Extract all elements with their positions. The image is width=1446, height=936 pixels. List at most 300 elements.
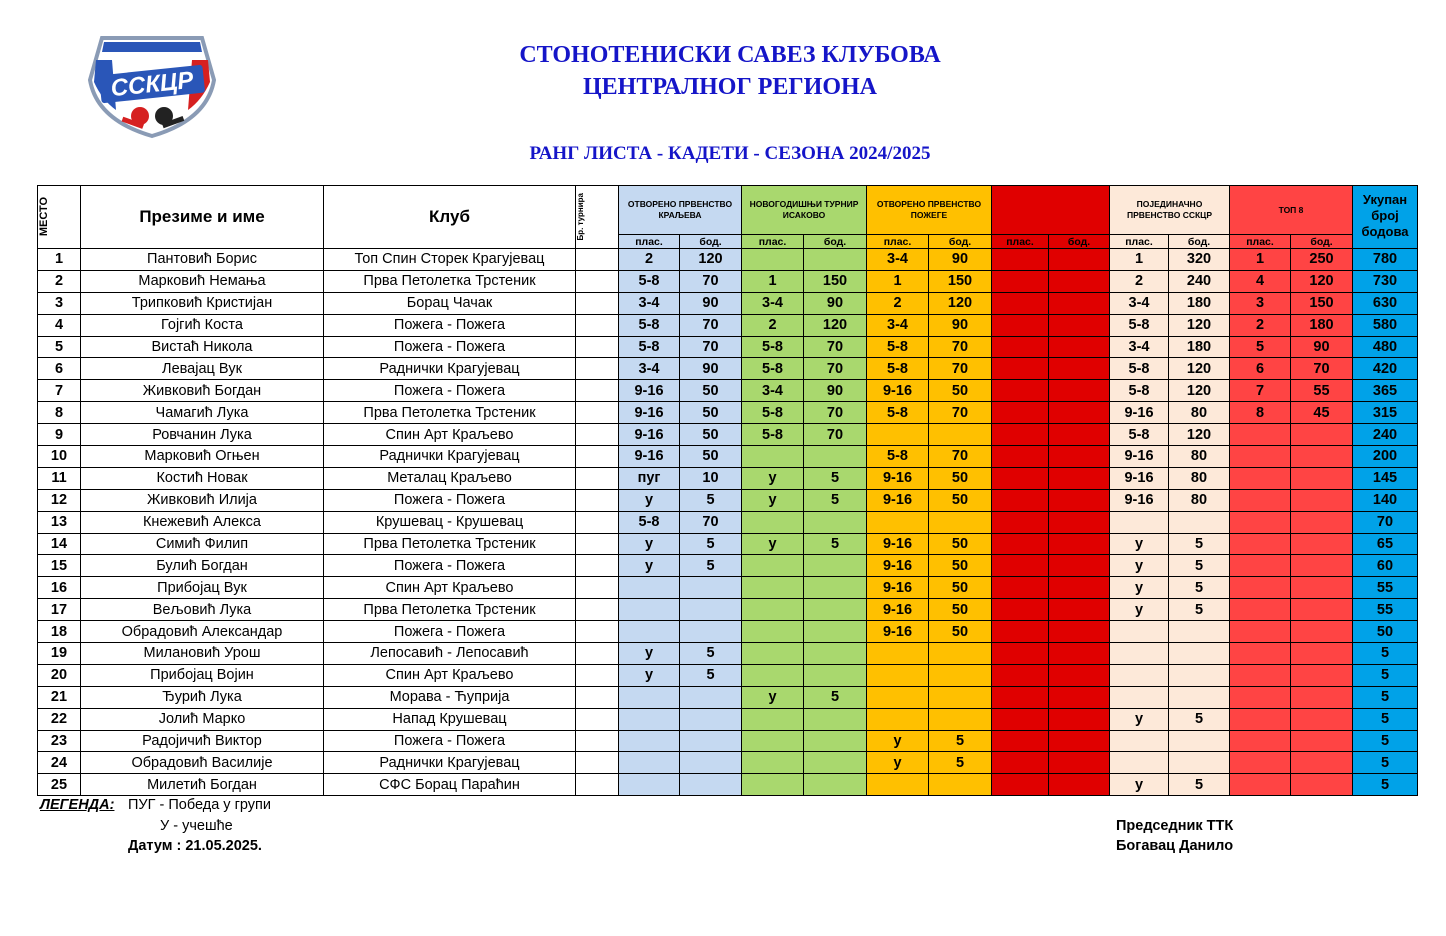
cell-tournament-count — [576, 599, 619, 621]
header-tournament-6: ТОП 8 — [1230, 186, 1353, 235]
cell-tournament-count — [576, 774, 619, 796]
cell-t4-place — [992, 314, 1049, 336]
cell-total: 420 — [1353, 358, 1418, 380]
cell-name: Живковић Богдан — [81, 380, 324, 402]
cell-t6-points — [1291, 621, 1353, 643]
cell-t1-points: 5 — [680, 533, 742, 555]
cell-t6-points: 120 — [1291, 270, 1353, 292]
cell-t3-points — [929, 686, 992, 708]
cell-total: 5 — [1353, 708, 1418, 730]
cell-t1-place — [619, 730, 680, 752]
cell-t2-place: у — [742, 533, 804, 555]
cell-t3-points: 50 — [929, 621, 992, 643]
cell-t4-points — [1049, 533, 1110, 555]
cell-name: Вељовић Лука — [81, 599, 324, 621]
cell-t2-place — [742, 446, 804, 468]
table-row — [38, 708, 1418, 730]
table-row — [38, 402, 1418, 424]
cell-t3-points: 70 — [929, 358, 992, 380]
cell-t5-points: 5 — [1169, 577, 1230, 599]
cell-club: Прва Петолетка Трстеник — [324, 270, 576, 292]
cell-place: 23 — [38, 730, 81, 752]
cell-t5-place: 5-8 — [1110, 358, 1169, 380]
cell-t2-points — [804, 555, 867, 577]
cell-t3-place: 1 — [867, 270, 929, 292]
cell-club: Лепосавић - Лепосавић — [324, 643, 576, 665]
cell-place: 13 — [38, 511, 81, 533]
cell-place: 8 — [38, 402, 81, 424]
cell-t5-points: 120 — [1169, 358, 1230, 380]
cell-tournament-count — [576, 446, 619, 468]
table-row — [38, 664, 1418, 686]
cell-total: 780 — [1353, 249, 1418, 271]
cell-t2-points: 150 — [804, 270, 867, 292]
cell-club: Напад Крушевац — [324, 708, 576, 730]
subheader-place: плас. — [867, 235, 929, 249]
cell-t5-points: 180 — [1169, 292, 1230, 314]
cell-name: Прибојац Вук — [81, 577, 324, 599]
cell-t4-points — [1049, 577, 1110, 599]
cell-t4-points — [1049, 446, 1110, 468]
cell-t6-place — [1230, 577, 1291, 599]
cell-t5-points — [1169, 730, 1230, 752]
cell-t3-place — [867, 774, 929, 796]
table-row — [38, 511, 1418, 533]
cell-t1-points: 70 — [680, 336, 742, 358]
cell-t3-points: 50 — [929, 599, 992, 621]
table-row — [38, 292, 1418, 314]
cell-t6-place — [1230, 489, 1291, 511]
cell-t6-place — [1230, 708, 1291, 730]
cell-t2-points — [804, 249, 867, 271]
cell-t6-place: 2 — [1230, 314, 1291, 336]
cell-name: Обрадовић Александар — [81, 621, 324, 643]
table-row — [38, 358, 1418, 380]
cell-t4-points — [1049, 774, 1110, 796]
cell-t3-points: 70 — [929, 446, 992, 468]
cell-t2-points — [804, 577, 867, 599]
cell-total: 200 — [1353, 446, 1418, 468]
cell-t4-place — [992, 358, 1049, 380]
cell-club: Борац Чачак — [324, 292, 576, 314]
cell-t1-points: 50 — [680, 424, 742, 446]
header-total: Укупан број бодова — [1353, 186, 1418, 249]
cell-t3-place: 9-16 — [867, 555, 929, 577]
cell-place: 7 — [38, 380, 81, 402]
cell-t4-points — [1049, 752, 1110, 774]
cell-t3-place: 9-16 — [867, 533, 929, 555]
cell-t4-points — [1049, 730, 1110, 752]
cell-total: 60 — [1353, 555, 1418, 577]
cell-t6-points — [1291, 664, 1353, 686]
cell-club: Пожега - Пожега — [324, 380, 576, 402]
cell-tournament-count — [576, 489, 619, 511]
cell-tournament-count — [576, 621, 619, 643]
cell-t2-points — [804, 774, 867, 796]
cell-t4-place — [992, 292, 1049, 314]
cell-t1-points: 5 — [680, 555, 742, 577]
cell-club: Топ Спин Сторек Крагујевац — [324, 249, 576, 271]
cell-place: 18 — [38, 621, 81, 643]
cell-t6-place: 4 — [1230, 270, 1291, 292]
cell-t4-points — [1049, 270, 1110, 292]
logo-text: ССКЦР — [109, 66, 195, 103]
cell-t2-points — [804, 730, 867, 752]
cell-t3-place — [867, 511, 929, 533]
cell-t6-points — [1291, 599, 1353, 621]
cell-total: 365 — [1353, 380, 1418, 402]
cell-t6-points — [1291, 555, 1353, 577]
table-row — [38, 555, 1418, 577]
cell-t2-place: 5-8 — [742, 358, 804, 380]
cell-t5-points: 80 — [1169, 446, 1230, 468]
cell-t4-place — [992, 577, 1049, 599]
cell-t1-points — [680, 686, 742, 708]
cell-t4-points — [1049, 708, 1110, 730]
cell-t1-place: у — [619, 533, 680, 555]
cell-name: Ровчанин Лука — [81, 424, 324, 446]
org-title-line1: СТОНОТЕНИСКИ САВЕЗ КЛУБОВА — [519, 42, 941, 68]
cell-club: Морава - Ћуприја — [324, 686, 576, 708]
cell-tournament-count — [576, 555, 619, 577]
cell-t1-place — [619, 708, 680, 730]
cell-place: 24 — [38, 752, 81, 774]
cell-t5-place: 9-16 — [1110, 467, 1169, 489]
cell-name: Вистаћ Никола — [81, 336, 324, 358]
cell-name: Радојичић Виктор — [81, 730, 324, 752]
cell-name: Кнежевић Алекса — [81, 511, 324, 533]
cell-t6-points — [1291, 533, 1353, 555]
table-row — [38, 424, 1418, 446]
cell-place: 10 — [38, 446, 81, 468]
cell-tournament-count — [576, 292, 619, 314]
cell-t4-points — [1049, 686, 1110, 708]
cell-club: Спин Арт Краљево — [324, 424, 576, 446]
cell-club: Спин Арт Краљево — [324, 577, 576, 599]
cell-t5-place: у — [1110, 533, 1169, 555]
subheader-place: плас. — [742, 235, 804, 249]
cell-t1-points: 120 — [680, 249, 742, 271]
cell-t2-points — [804, 664, 867, 686]
cell-t3-place: 2 — [867, 292, 929, 314]
cell-tournament-count — [576, 402, 619, 424]
cell-t4-points — [1049, 314, 1110, 336]
cell-t1-points: 5 — [680, 643, 742, 665]
cell-tournament-count — [576, 424, 619, 446]
cell-tournament-count — [576, 730, 619, 752]
cell-t4-place — [992, 708, 1049, 730]
cell-t1-place — [619, 621, 680, 643]
table-row — [38, 314, 1418, 336]
cell-t1-points: 5 — [680, 489, 742, 511]
cell-t1-place: 5-8 — [619, 336, 680, 358]
table-row — [38, 489, 1418, 511]
cell-t4-points — [1049, 402, 1110, 424]
cell-t6-place — [1230, 752, 1291, 774]
cell-total: 730 — [1353, 270, 1418, 292]
cell-place: 16 — [38, 577, 81, 599]
cell-t1-points: 90 — [680, 358, 742, 380]
cell-club: Раднички Крагујевац — [324, 752, 576, 774]
cell-t6-points — [1291, 489, 1353, 511]
cell-total: 5 — [1353, 643, 1418, 665]
header-tournament-3: ОТВОРЕНО ПРВЕНСТВО ПОЖЕГЕ — [867, 186, 992, 235]
table-row — [38, 577, 1418, 599]
president-name: Богавац Данило — [1116, 838, 1234, 854]
cell-t4-points — [1049, 336, 1110, 358]
cell-t6-place — [1230, 664, 1291, 686]
cell-t2-place — [742, 599, 804, 621]
cell-t1-place — [619, 774, 680, 796]
cell-t4-place — [992, 686, 1049, 708]
subheader-points: бод. — [929, 235, 992, 249]
cell-t4-points — [1049, 249, 1110, 271]
cell-total: 5 — [1353, 774, 1418, 796]
cell-t2-points — [804, 511, 867, 533]
cell-place: 12 — [38, 489, 81, 511]
cell-club: Раднички Крагујевац — [324, 446, 576, 468]
cell-club: Пожега - Пожега — [324, 314, 576, 336]
table-row — [38, 270, 1418, 292]
cell-t3-points: 5 — [929, 730, 992, 752]
cell-tournament-count — [576, 314, 619, 336]
cell-tournament-count — [576, 467, 619, 489]
cell-tournament-count — [576, 336, 619, 358]
cell-club: Прва Петолетка Трстеник — [324, 533, 576, 555]
cell-club: Прва Петолетка Трстеник — [324, 402, 576, 424]
cell-tournament-count — [576, 664, 619, 686]
cell-t2-points — [804, 708, 867, 730]
cell-t5-points: 120 — [1169, 424, 1230, 446]
cell-t4-points — [1049, 511, 1110, 533]
cell-t1-place: 9-16 — [619, 446, 680, 468]
cell-t6-points: 45 — [1291, 402, 1353, 424]
cell-t5-points: 80 — [1169, 489, 1230, 511]
cell-t4-points — [1049, 621, 1110, 643]
cell-t2-points: 5 — [804, 467, 867, 489]
cell-t6-points: 70 — [1291, 358, 1353, 380]
header-club: Клуб — [324, 186, 576, 249]
cell-t3-points: 90 — [929, 314, 992, 336]
subheader-points: бод. — [1169, 235, 1230, 249]
table-row — [38, 774, 1418, 796]
cell-place: 3 — [38, 292, 81, 314]
cell-t3-points: 50 — [929, 555, 992, 577]
cell-total: 580 — [1353, 314, 1418, 336]
cell-place: 19 — [38, 643, 81, 665]
cell-total: 50 — [1353, 621, 1418, 643]
cell-name: Чамагић Лука — [81, 402, 324, 424]
cell-t5-points — [1169, 752, 1230, 774]
cell-t4-place — [992, 643, 1049, 665]
cell-t3-place: 5-8 — [867, 358, 929, 380]
subheader-place: плас. — [992, 235, 1049, 249]
cell-t1-points: 50 — [680, 380, 742, 402]
subheader-points: бод. — [680, 235, 742, 249]
org-title-line2: ЦЕНТРАЛНОГ РЕГИОНА — [582, 74, 878, 100]
cell-t4-place — [992, 555, 1049, 577]
cell-name: Милановић Урош — [81, 643, 324, 665]
cell-t2-points: 70 — [804, 424, 867, 446]
cell-t5-points — [1169, 511, 1230, 533]
cell-t5-points: 180 — [1169, 336, 1230, 358]
cell-place: 9 — [38, 424, 81, 446]
cell-name: Трипковић Кристијан — [81, 292, 324, 314]
cell-t6-points: 150 — [1291, 292, 1353, 314]
cell-tournament-count — [576, 577, 619, 599]
cell-club: Спин Арт Краљево — [324, 664, 576, 686]
cell-t6-points — [1291, 643, 1353, 665]
cell-t4-place — [992, 336, 1049, 358]
cell-t6-points — [1291, 577, 1353, 599]
cell-t2-points: 5 — [804, 686, 867, 708]
cell-t3-points: 90 — [929, 249, 992, 271]
header-tournament-5: ПОЈЕДИНАЧНО ПРВЕНСТВО ССКЦР — [1110, 186, 1230, 235]
cell-t5-place: 9-16 — [1110, 489, 1169, 511]
cell-t4-place — [992, 424, 1049, 446]
cell-t1-points — [680, 708, 742, 730]
cell-tournament-count — [576, 511, 619, 533]
cell-t6-place: 6 — [1230, 358, 1291, 380]
cell-t2-points: 5 — [804, 489, 867, 511]
cell-place: 1 — [38, 249, 81, 271]
cell-t3-points: 70 — [929, 402, 992, 424]
cell-t3-points — [929, 708, 992, 730]
cell-place: 2 — [38, 270, 81, 292]
cell-t3-place: у — [867, 752, 929, 774]
cell-t1-points: 50 — [680, 402, 742, 424]
cell-t5-place: у — [1110, 599, 1169, 621]
cell-t6-place — [1230, 774, 1291, 796]
cell-club: Раднички Крагујевац — [324, 358, 576, 380]
cell-t1-points — [680, 752, 742, 774]
legend-line-u: У - учешће — [160, 818, 233, 834]
cell-t1-points: 10 — [680, 467, 742, 489]
cell-t3-place: 9-16 — [867, 599, 929, 621]
cell-t5-place: у — [1110, 577, 1169, 599]
header-tournament-1: ОТВОРЕНО ПРВЕНСТВО КРАЉЕВА — [619, 186, 742, 235]
ranking-table — [37, 185, 1418, 796]
cell-club: Пожега - Пожега — [324, 489, 576, 511]
cell-t5-points — [1169, 621, 1230, 643]
cell-t2-place: у — [742, 467, 804, 489]
cell-t1-place: 5-8 — [619, 314, 680, 336]
document-date: Датум : 21.05.2025. — [128, 838, 262, 854]
cell-t3-points — [929, 424, 992, 446]
cell-name: Ђурић Лука — [81, 686, 324, 708]
cell-t4-place — [992, 446, 1049, 468]
cell-t6-place: 7 — [1230, 380, 1291, 402]
cell-t1-place: у — [619, 489, 680, 511]
cell-t5-place: у — [1110, 708, 1169, 730]
cell-t6-place — [1230, 511, 1291, 533]
cell-t6-points — [1291, 708, 1353, 730]
cell-t6-place: 8 — [1230, 402, 1291, 424]
header-name: Презиме и име — [81, 186, 324, 249]
cell-t3-points — [929, 511, 992, 533]
cell-t4-points — [1049, 664, 1110, 686]
cell-t4-place — [992, 621, 1049, 643]
cell-t5-points: 120 — [1169, 380, 1230, 402]
cell-t2-points — [804, 643, 867, 665]
cell-t3-place: 9-16 — [867, 489, 929, 511]
cell-t6-points: 250 — [1291, 249, 1353, 271]
subheader-points: бод. — [804, 235, 867, 249]
cell-t2-points — [804, 446, 867, 468]
cell-t5-place: 9-16 — [1110, 446, 1169, 468]
cell-t2-points: 5 — [804, 533, 867, 555]
cell-t2-place: 5-8 — [742, 424, 804, 446]
cell-t2-points — [804, 621, 867, 643]
cell-t2-place — [742, 643, 804, 665]
ranking-subtitle: РАНГ ЛИСТА - КАДЕТИ - СЕЗОНА 2024/2025 — [529, 143, 931, 164]
cell-club: Пожега - Пожега — [324, 555, 576, 577]
cell-t2-points: 120 — [804, 314, 867, 336]
cell-t1-points — [680, 577, 742, 599]
cell-t5-place: 1 — [1110, 249, 1169, 271]
cell-t2-place — [742, 577, 804, 599]
cell-t4-place — [992, 270, 1049, 292]
cell-t5-points: 5 — [1169, 533, 1230, 555]
cell-t5-points: 5 — [1169, 708, 1230, 730]
cell-t2-place: 2 — [742, 314, 804, 336]
cell-t3-place: 5-8 — [867, 336, 929, 358]
cell-t3-points — [929, 664, 992, 686]
cell-t1-points: 90 — [680, 292, 742, 314]
table-row — [38, 752, 1418, 774]
cell-t4-place — [992, 533, 1049, 555]
cell-place: 22 — [38, 708, 81, 730]
cell-t2-place — [742, 621, 804, 643]
cell-t2-place — [742, 774, 804, 796]
cell-t5-place: 9-16 — [1110, 402, 1169, 424]
cell-place: 25 — [38, 774, 81, 796]
table-row — [38, 599, 1418, 621]
cell-t1-points — [680, 621, 742, 643]
cell-t1-place: 5-8 — [619, 270, 680, 292]
cell-t6-place — [1230, 643, 1291, 665]
cell-t3-place: 3-4 — [867, 249, 929, 271]
cell-name: Гојгић Коста — [81, 314, 324, 336]
cell-t6-place: 5 — [1230, 336, 1291, 358]
cell-t1-place: 9-16 — [619, 402, 680, 424]
cell-t4-points — [1049, 424, 1110, 446]
cell-t1-place: 2 — [619, 249, 680, 271]
cell-t1-points: 50 — [680, 446, 742, 468]
cell-t2-place — [742, 730, 804, 752]
cell-t5-place: 3-4 — [1110, 292, 1169, 314]
cell-name: Булић Богдан — [81, 555, 324, 577]
cell-t4-points — [1049, 599, 1110, 621]
cell-t4-points — [1049, 292, 1110, 314]
cell-t4-place — [992, 402, 1049, 424]
cell-tournament-count — [576, 358, 619, 380]
cell-t4-place — [992, 489, 1049, 511]
subheader-place: плас. — [619, 235, 680, 249]
cell-t2-place: 5-8 — [742, 402, 804, 424]
cell-t4-points — [1049, 380, 1110, 402]
cell-t6-points — [1291, 467, 1353, 489]
cell-t5-place — [1110, 730, 1169, 752]
cell-t5-place: 5-8 — [1110, 380, 1169, 402]
cell-t6-place — [1230, 555, 1291, 577]
cell-t3-points: 50 — [929, 380, 992, 402]
cell-t6-place — [1230, 533, 1291, 555]
cell-t5-place: 5-8 — [1110, 314, 1169, 336]
cell-t4-place — [992, 774, 1049, 796]
cell-t1-place: пуг — [619, 467, 680, 489]
cell-t1-place: у — [619, 555, 680, 577]
